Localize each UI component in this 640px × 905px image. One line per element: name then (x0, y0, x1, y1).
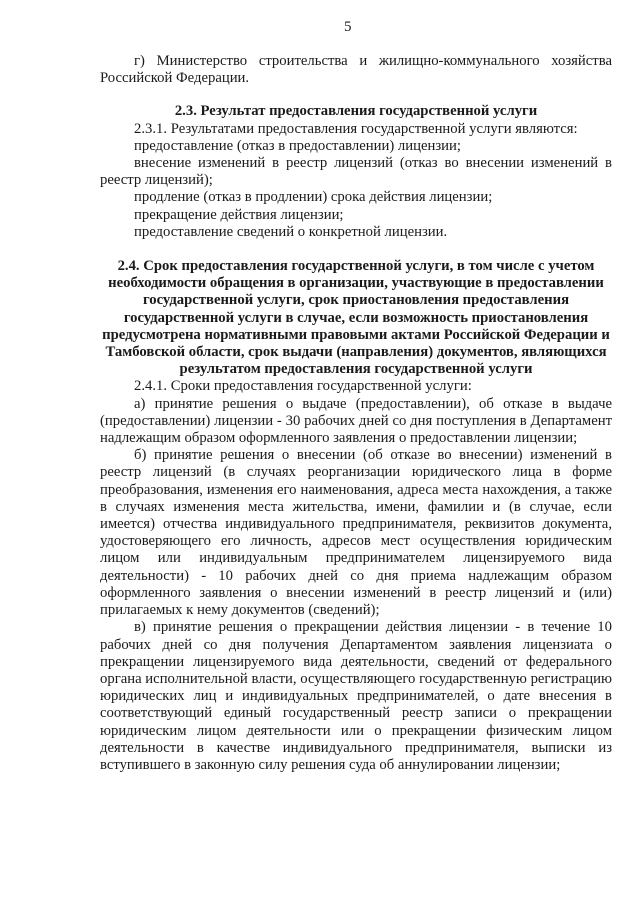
paragraph-2-3-1: 2.3.1. Результатами предоставления государственной услуги являются: (134, 120, 578, 137)
paragraph-item-a: а) принятие решения о выдаче (предоставлении), об отказе в выдаче (предоставлении) лицензии - 30 рабочих дней со дня поступления в Департамент надлежащим образом оформленного заявления о предоставлении лицензии; (100, 395, 612, 447)
paragraph-2-4-1: 2.4.1. Сроки предоставления государственной услуги: (134, 378, 472, 395)
list-item-result: продление (отказ в продлении) срока действия лицензии; (134, 189, 493, 206)
list-item-result: внесение изменений в реестр лицензий (отказ во внесении изменений в реестр лицензий); (100, 155, 612, 189)
section-2-3-heading: 2.3. Результат предоставления государственной услуги (174, 103, 538, 120)
list-item-result: предоставление (отказ в предоставлении) лицензии; (134, 137, 461, 154)
paragraph-ministry: г) Министерство строительства и жилищно-коммунального хозяйства Российской Федерации. (100, 53, 612, 87)
section-2-4-heading: 2.4. Срок предоставления государственной услуги, в том числе с учетом необходимости обращения в организации, участвующие в предоставлении государственной услуги, срок приостановления предоставления государственной услуги в случае, если возможность приостановления предусмотрена нормативными правовыми актами Российской Федерации и Тамбовской области, срок выдачи (направления) документов, являющихся результатом предоставления государственной услуги (102, 258, 610, 378)
document-content (100, 53, 612, 774)
page-number: 5 (344, 19, 352, 35)
list-item-result: прекращение действия лицензии; (134, 206, 344, 223)
list-item-result: предоставление сведений о конкретной лицензии. (134, 223, 448, 240)
paragraph-item-b: б) принятие решения о внесении (об отказе во внесении) изменений в реестр лицензий (в случаях реорганизации юридического лица в форме преобразования, изменения его наименования, адреса места нахождения, а также в случаях изменения места жительства, имени, фамилии и (в случае, если имеется) отчества индивидуального предпринимателя, реквизитов документа, удостоверяющего его личность, адресов мест осуществления юридическим лицом или индивидуальным предпринимателем лицензируемого вида деятельности) - 10 рабочих дней со дня приема надлежащим образом оформленного заявления о внесении изменений в реестр лицензий и (или) прилагаемых к нему документов (сведений); (100, 447, 612, 619)
paragraph-item-v: в) принятие решения о прекращении действия лицензии - в течение 10 рабочих дней со дня получения Департаментом заявления лицензиата о прекращении лицензируемого вида деятельности, сведений от федерального органа исполнительной власти, осуществляющего государственную регистрацию юридических лиц и индивидуальных предпринимателей, о дате внесения в соответствующий единый государственный реестр записи о прекращении юридическим лицом деятельности или о прекращении физическим лицом деятельности в качестве индивидуального предпринимателя, выписки из вступившего в законную силу решения суда об аннулировании лицензии; (100, 619, 612, 773)
document-page (100, 0, 612, 905)
